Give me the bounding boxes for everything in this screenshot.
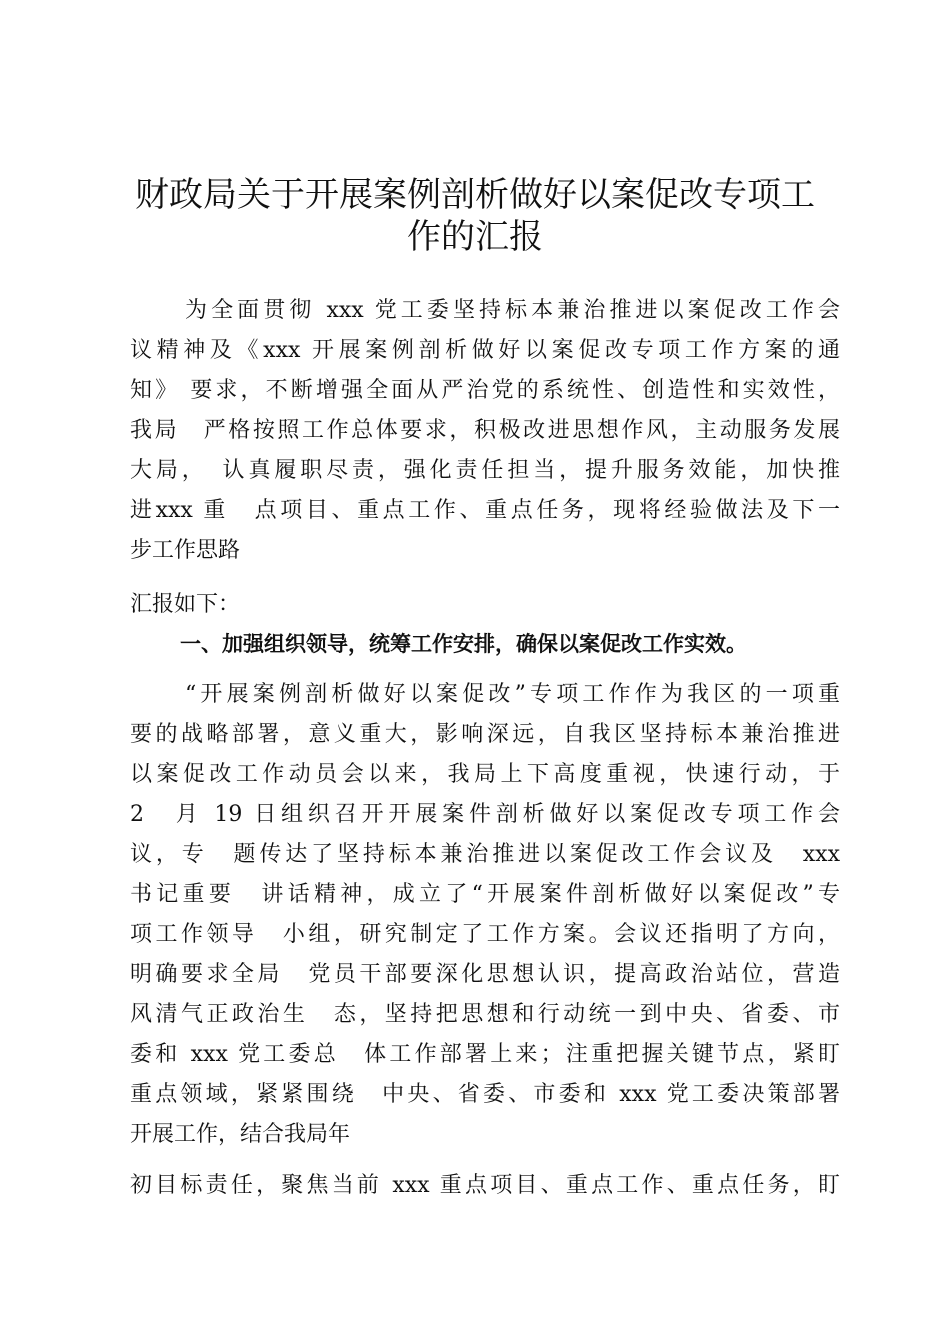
paragraph-line: 书记重要 讲话精神，成立了“开展案件剖析做好以案促改”专: [130, 882, 840, 907]
paragraph-line: 为全面贯彻 xxx 党工委坚持标本兼治推进以案促改工作会: [185, 298, 840, 323]
document-title-line-1: 财政局关于开展案例剖析做好以案促改专项工: [135, 175, 815, 215]
paragraph-line: 知》 要求，不断增强全面从严治党的系统性、创造性和实效性，: [130, 378, 840, 403]
paragraph-line: 议，专 题传达了坚持标本兼治推进以案促改工作会议及 xxx: [130, 842, 840, 867]
paragraph-line: 大局， 认真履职尽责，强化责任担当，提升服务效能，加快推: [130, 458, 840, 483]
paragraph-line: 初目标责任，聚焦当前 xxx 重点项目、重点工作、重点任务，盯: [130, 1173, 840, 1198]
section-heading-1: 一、加强组织领导，统筹工作安排，确保以案促改工作实效。: [180, 632, 747, 656]
paragraph-line: 进xxx 重 点项目、重点工作、重点任务，现将经验做法及下一: [130, 498, 840, 523]
paragraph-line: 我局 严格按照工作总体要求，积极改进思想作风，主动服务发展: [130, 418, 840, 443]
paragraph-line: 汇报如下：: [130, 592, 241, 617]
paragraph-line: “开展案例剖析做好以案促改”专项工作作为我区的一项重: [185, 682, 840, 707]
paragraph-line: 以案促改工作动员会以来，我局上下高度重视，快速行动，于: [130, 762, 840, 787]
paragraph-line: 议精神及《xxx 开展案例剖析做好以案促改专项工作方案的通: [130, 338, 840, 363]
document-title-line-2: 作的汇报: [407, 217, 543, 257]
paragraph-line: 项工作领导 小组，研究制定了工作方案。会议还指明了方向，: [130, 922, 840, 947]
paragraph-line: 要的战略部署，意义重大，影响深远，自我区坚持标本兼治推进: [130, 722, 840, 747]
paragraph-line: 委和 xxx 党工委总 体工作部署上来；注重把握关键节点，紧盯: [130, 1042, 840, 1067]
paragraph-line: 2 月 19 日组织召开开展案件剖析做好以案促改专项工作会: [130, 802, 840, 827]
paragraph-line: 风清气正政治生 态，坚持把思想和行动统一到中央、省委、市: [130, 1002, 840, 1027]
paragraph-line: 明确要求全局 党员干部要深化思想认识，提高政治站位，营造: [130, 962, 840, 987]
paragraph-line: 重点领域，紧紧围绕 中央、省委、市委和 xxx 党工委决策部署: [130, 1082, 840, 1107]
paragraph-line: 开展工作，结合我局年: [130, 1122, 351, 1147]
paragraph-line: 步工作思路: [130, 538, 241, 563]
